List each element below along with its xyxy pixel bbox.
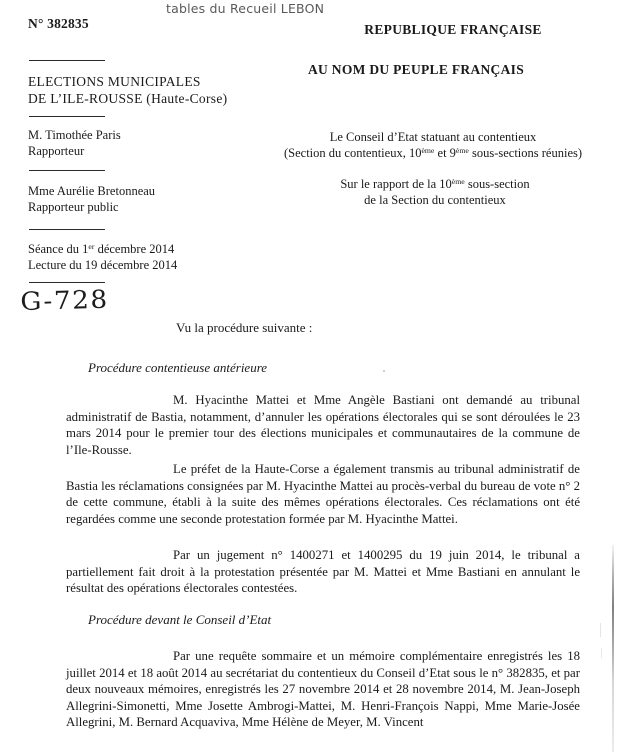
lecture-date: Lecture du 19 décembre 2014 [28, 257, 178, 272]
divider-rule-1 [29, 60, 105, 61]
conseil-line2-pre: (Section du contentieux, 10 [283, 146, 422, 160]
rapport-line1 [252, 176, 618, 192]
conseil-etat-line1: Le Conseil d’Etat statuant au contentieux [329, 130, 537, 144]
rapporteur-public-name: Mme Aurélie Bretonneau [28, 184, 156, 198]
rapporteur-public-block [28, 184, 155, 215]
divider-rule-4 [29, 229, 105, 230]
case-number: N° 382835 [28, 16, 89, 31]
handwritten-annotation: G-728 [20, 284, 110, 316]
rapporteur-role: Rapporteur [28, 143, 85, 158]
republique-francaise-heading: REPUBLIQUE FRANÇAISE [364, 22, 542, 37]
divider-rule-3 [29, 170, 105, 171]
scan-speck [383, 370, 385, 372]
case-title-line2: DE L’ILE-ROUSSE (Haute-Corse) [28, 90, 228, 106]
rapport-line2: de la Section du contentieux [364, 193, 506, 207]
vu-la-procedure-line: Vu la procédure suivante : [176, 320, 313, 335]
seance-ordinal-sup: er [88, 242, 95, 252]
scan-speck [600, 623, 601, 637]
section-heading-procedure-anterieure: Procédure contentieuse antérieure [88, 360, 268, 375]
conseil-sup-10eme: ème [421, 146, 435, 156]
divider-rule-5 [29, 282, 105, 283]
dates-block [28, 242, 177, 273]
paragraph-1: M. Hyacinthe Mattei et Mme Angèle Bastiani ont demandé au tribunal administratif de Bastia, notamment, d’annuler les opérations électorales qui se sont déroulées le 23 mars 2014 pour le premier tour des élections municipales et communautaires de la commune de l’Ile-Rousse. [66, 393, 580, 457]
rapporteur-public-role: Rapporteur public [28, 199, 119, 214]
rapporteur-name: M. Timothée Paris [28, 128, 121, 142]
conseil-etat-block [248, 129, 618, 161]
case-title-line1: ELECTIONS MUNICIPALES [28, 74, 201, 89]
paragraph-4: Par une requête sommaire et un mémoire complémentaire enregistrés les 18 juillet 2014 et 18 août 2014 au secrétariat du contentieux du Conseil d’Etat sous le n° 382835, et par deux nouveaux mémoires, enregistrés les 27 novembre 2014 et 28 novembre 2014, M. Jean-Joseph Allegrini-Simonetti, Mme Josette Ambrogi-Mattei, M. Henri-François Nappi, Mme Marie-Josée Allegrini, M. Bernard Acquaviva, Mme Hélène de Meyer, M. Vincent [66, 649, 580, 730]
conseil-sup-9eme: ème [455, 146, 469, 156]
paragraph-2: Le préfet de la Haute-Corse a également transmis au tribunal administratif de Bastia les réclamations consignées par M. Hyacinthe Mattei au procès-verbal du bureau de vote n° 2 de cette commune, établi à la suite des mêmes opérations électorales. Ces réclamations ont été regardées comme une seconde protestation formée par M. Hyacinthe Mattei. [66, 462, 580, 526]
scan-speck [601, 648, 602, 658]
scan-edge-artifact [612, 545, 614, 752]
recueil-lebon-stamp: tables du Recueil LEBON [166, 1, 325, 16]
paragraph-3: Par un jugement n° 1400271 et 1400295 du 19 juin 2014, le tribunal a partiellement fait droit à la protestation présentée par M. Mattei et Mme Bastiani en annulant le résultat des opérations électorales contestées. [66, 548, 580, 596]
divider-rule-2 [29, 116, 105, 117]
seance-suffix: décembre 2014 [94, 242, 175, 256]
au-nom-du-peuple-heading: AU NOM DU PEUPLE FRANÇAIS [308, 62, 524, 77]
conseil-line2-post: sous-sections réunies) [468, 146, 583, 160]
conseil-line2-mid: et 9 [434, 146, 456, 160]
seance-prefix: Séance du 1 [28, 242, 89, 256]
rapport-line1-pre: Sur le rapport de la 10 [340, 177, 452, 191]
case-title-block [28, 74, 227, 107]
rapport-line1-post: sous-section [464, 177, 530, 191]
section-heading-procedure-conseil-etat: Procédure devant le Conseil d’Etat [88, 612, 272, 627]
rapport-sup-10eme: ème [451, 177, 465, 187]
rapporteur-block [28, 128, 121, 159]
seance-date [28, 242, 177, 258]
conseil-etat-line2 [248, 145, 618, 161]
rapport-sous-section-block [252, 176, 618, 208]
